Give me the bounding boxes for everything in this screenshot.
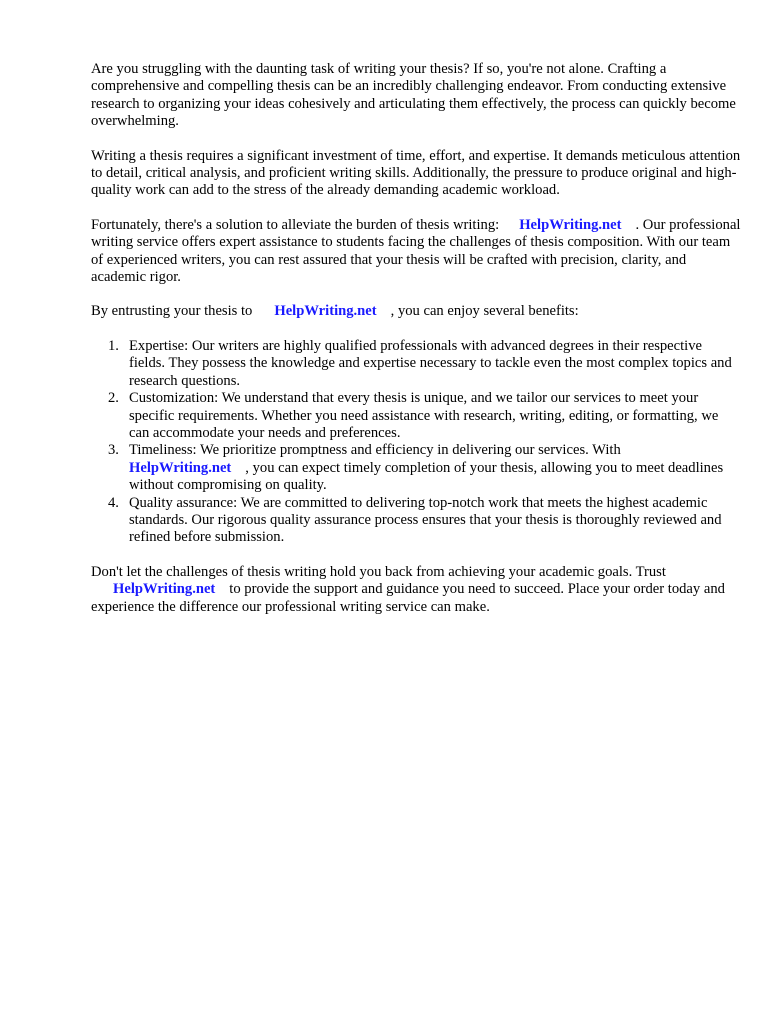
benefit-item-expertise	[91, 338, 741, 390]
benefit-item-quality	[91, 495, 741, 547]
solution-text-before: Fortunately, there's a solution to alleviate the burden of thesis writing:	[91, 216, 500, 233]
benefits-intro-before: By entrusting your thesis to	[91, 303, 253, 320]
helpwriting-link-timeliness[interactable]: HelpWriting.net	[129, 459, 232, 476]
benefits-intro-paragraph	[91, 303, 741, 320]
benefit-number: 1.	[108, 337, 119, 354]
benefit-text: Expertise: Our writers are highly qualified professionals with advanced degrees in their respective fields. They possess the knowledge and expertise necessary to tackle even the most complex topics and research questions.	[129, 337, 732, 389]
benefit-text-before: Timeliness: We prioritize promptness and efficiency in delivering our services. With	[129, 442, 621, 459]
benefit-text-after: , you can expect timely completion of your thesis, allowing you to meet deadlines without compromising on quality.	[129, 459, 724, 494]
benefit-text: Customization: We understand that every thesis is unique, and we tailor our services to meet your specific requirements. Whether you need assistance with research, writing, editing, or formatting, we can accommodate your needs and preferences.	[129, 390, 719, 441]
solution-text-after: . Our professional writing service offers expert assistance to students facing the challenges of thesis composition. With our team of experienced writers, you can rest assured that your thesis will be crafted with precision, clarity, and academic rigor.	[91, 216, 741, 286]
intro-paragraph: Are you struggling with the daunting task of writing your thesis? If so, you're not alone. Crafting a comprehensive and compelling thesis can be an incredibly challenging endeavor. From conducting extensive research to organizing your ideas cohesively and articulating them effectively, the process can quickly become overwhelming.	[91, 61, 736, 130]
solution-paragraph	[91, 217, 741, 287]
helpwriting-link-closing[interactable]: HelpWriting.net	[113, 581, 216, 598]
benefit-number: 2.	[108, 390, 119, 407]
closing-text-before: Don't let the challenges of thesis writing hold you back from achieving your academic goals. Trust	[91, 563, 666, 580]
benefits-intro-after: , you can enjoy several benefits:	[390, 303, 579, 320]
benefit-number: 3.	[108, 442, 119, 459]
document-page	[91, 61, 741, 633]
requirements-paragraph: Writing a thesis requires a significant investment of time, effort, and expertise. It demands meticulous attention to detail, critical analysis, and proficient writing skills. Additionally, the pressure to produce original and high-quality work can add to the stress of the already demanding academic workload.	[91, 147, 741, 199]
helpwriting-link-solution[interactable]: HelpWriting.net	[519, 216, 622, 233]
closing-text-after: to provide the support and guidance you need to succeed. Place your order today and experience the difference our professional writing service can make.	[91, 581, 725, 615]
benefit-item-timeliness	[91, 442, 741, 494]
benefit-text: Quality assurance: We are committed to delivering top-notch work that meets the highest academic standards. Our rigorous quality assurance process ensures that your thesis is thoroughly reviewed and refined before submission.	[129, 494, 722, 546]
benefit-number: 4.	[108, 494, 119, 511]
closing-paragraph	[91, 564, 741, 616]
helpwriting-link-benefits[interactable]: HelpWriting.net	[274, 303, 377, 320]
benefits-list	[91, 338, 741, 547]
benefit-item-customization	[91, 390, 741, 442]
